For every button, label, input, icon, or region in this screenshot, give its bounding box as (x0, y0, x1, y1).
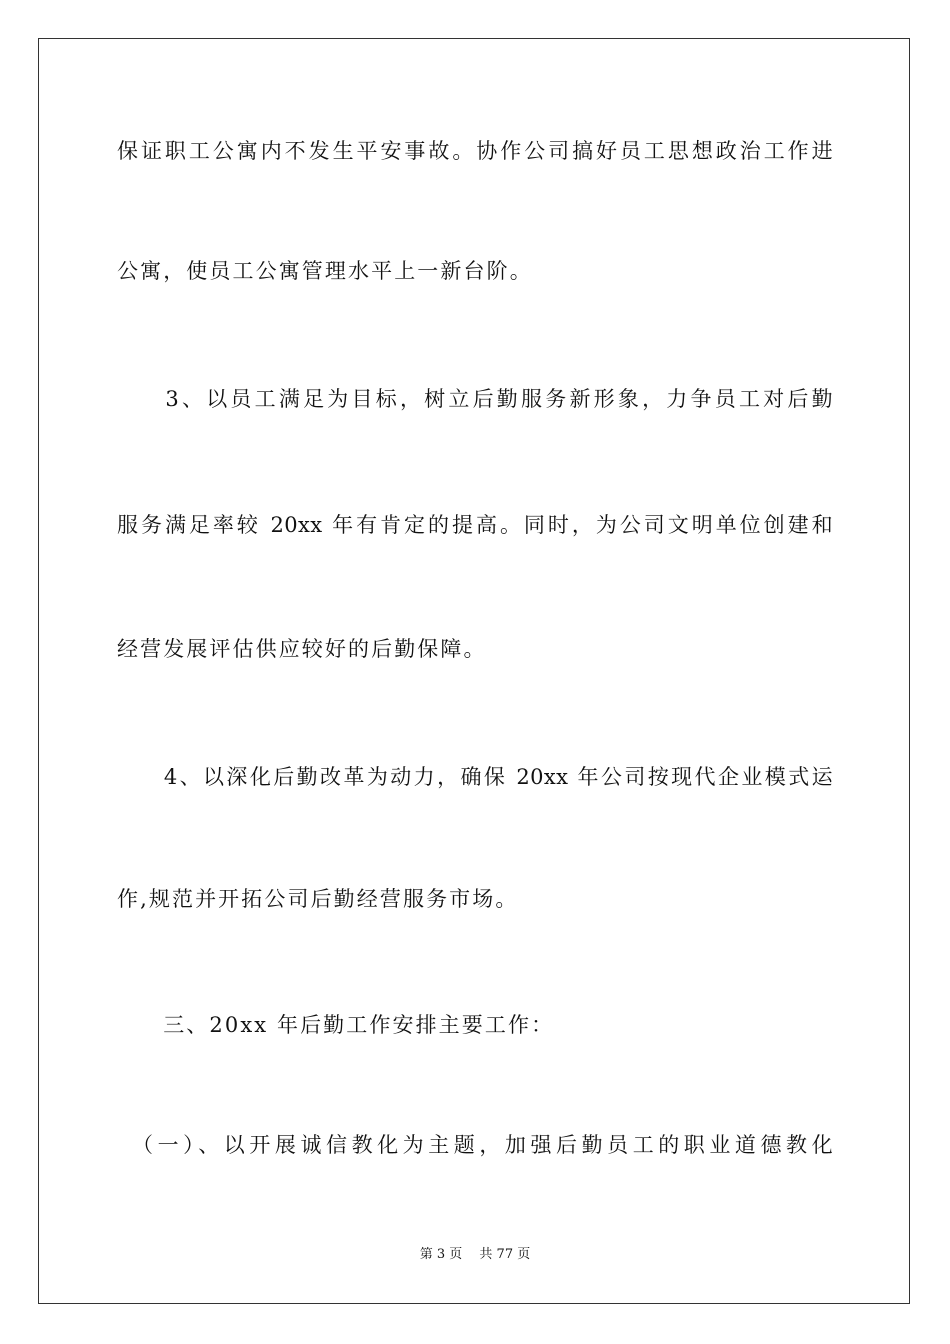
page-border (38, 38, 910, 1304)
body-line-5: 经营发展评估供应较好的后勤保障。 (117, 637, 487, 661)
body-line-7: 作,规范并开拓公司后勤经营服务市场。 (117, 887, 519, 911)
section-heading: 三、20xx 年后勤工作安排主要工作： (117, 1013, 555, 1037)
body-line-2: 公寓，使员工公寓管理水平上一新台阶。 (117, 259, 533, 283)
page-number-footer: 第 3 页 共 77 页 (419, 1247, 531, 1262)
body-line-9: （一）、以开展诚信教化为主题，加强后勤员工的职业道德教化 (117, 1133, 833, 1157)
body-line-6: 4、以深化后勤改革为动力，确保 20xx 年公司按现代企业模式运 (117, 765, 833, 789)
body-line-3: 3、以员工满足为目标，树立后勤服务新形象，力争员工对后勤 (117, 387, 833, 411)
body-line-4: 服务满足率较 20xx 年有肯定的提高。同时，为公司文明单位创建和 (117, 513, 833, 537)
body-line-1: 保证职工公寓内不发生平安事故。协作公司搞好员工思想政治工作进 (117, 139, 833, 163)
